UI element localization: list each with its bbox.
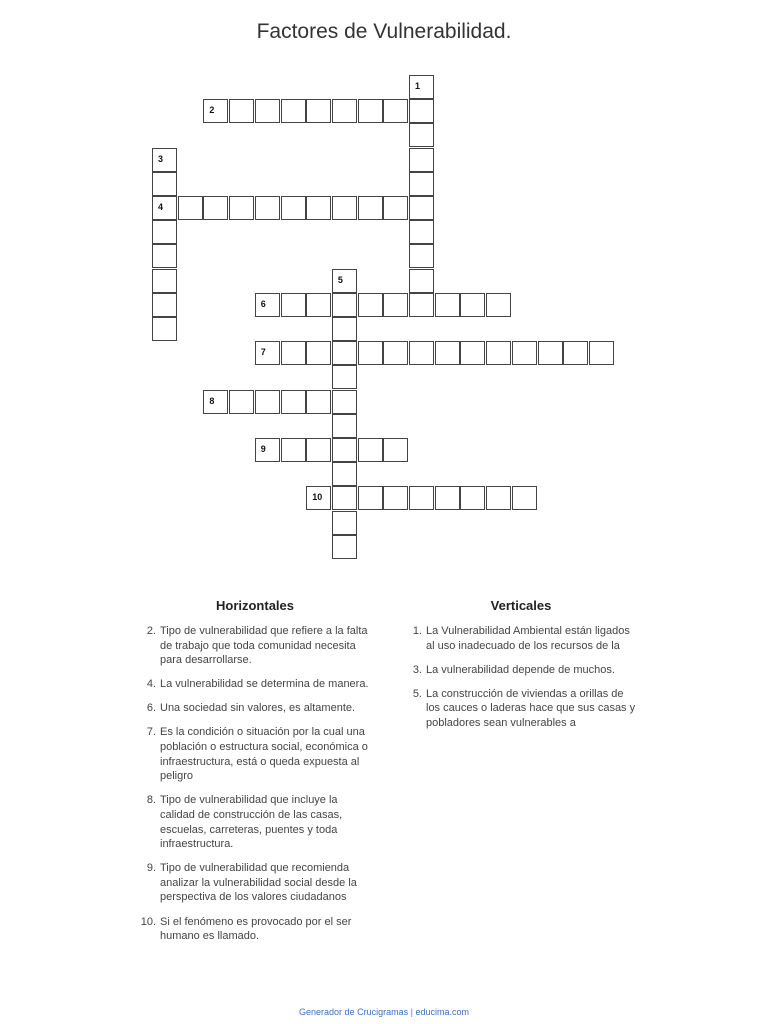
clue-number: 9 bbox=[260, 444, 266, 454]
crossword-cell[interactable] bbox=[383, 99, 408, 123]
crossword-cell[interactable] bbox=[486, 293, 511, 317]
crossword-cell[interactable] bbox=[332, 341, 357, 365]
crossword-cell[interactable] bbox=[358, 196, 383, 220]
down-clues bbox=[406, 624, 636, 740]
crossword-cell[interactable] bbox=[409, 123, 434, 147]
clue-number: 1 bbox=[415, 81, 421, 91]
crossword-cell[interactable] bbox=[178, 196, 203, 220]
crossword-cell[interactable] bbox=[332, 535, 357, 559]
across-heading: Horizontales bbox=[215, 598, 294, 613]
footer bbox=[0, 1007, 768, 1017]
site-link[interactable]: educima.com bbox=[415, 1007, 469, 1017]
crossword-cell[interactable] bbox=[332, 269, 357, 293]
crossword-cell[interactable] bbox=[409, 293, 434, 317]
clue-down-5: 5. La construcción de viviendas a orillas de los cauces o laderas hace que sus casas y pobladores sean vulnerables a bbox=[412, 687, 636, 729]
crossword-cell[interactable] bbox=[589, 341, 614, 365]
crossword-cell[interactable] bbox=[358, 341, 383, 365]
crossword-cell[interactable] bbox=[255, 196, 280, 220]
crossword-cell[interactable] bbox=[435, 486, 460, 510]
crossword-cell[interactable] bbox=[332, 414, 357, 438]
crossword-cell[interactable] bbox=[486, 486, 511, 510]
clue-down-3: 3. La vulnerabilidad depende de muchos. bbox=[412, 663, 615, 676]
crossword-cell[interactable] bbox=[383, 341, 408, 365]
clue-number: 2 bbox=[209, 105, 215, 116]
crossword-cell[interactable] bbox=[512, 486, 537, 510]
crossword-cell[interactable] bbox=[255, 99, 280, 123]
crossword-cell[interactable] bbox=[460, 486, 485, 510]
page-title: Factores de Vulnerabilidad. bbox=[256, 20, 512, 43]
crossword-cell[interactable] bbox=[383, 196, 408, 220]
crossword-cell[interactable] bbox=[409, 172, 434, 196]
crossword-cell[interactable] bbox=[281, 99, 306, 123]
crossword-cell[interactable] bbox=[152, 293, 177, 317]
crossword-cell[interactable] bbox=[383, 438, 408, 462]
crossword-cell[interactable] bbox=[332, 317, 357, 341]
across-clues bbox=[140, 624, 370, 953]
crossword-cell[interactable] bbox=[332, 99, 357, 123]
crossword-cell[interactable] bbox=[152, 244, 177, 268]
crossword-cell[interactable] bbox=[306, 438, 331, 462]
crossword-cell[interactable] bbox=[409, 486, 434, 510]
crossword-cell[interactable] bbox=[152, 220, 177, 244]
crossword-cell[interactable] bbox=[383, 293, 408, 317]
footer-separator: | bbox=[408, 1007, 416, 1017]
crossword-cell[interactable] bbox=[383, 486, 408, 510]
clue-across-7: 7. Es la condición o situación por la cual una población o estructura social, económica o infraestructura, está o queda expuesta al peligro bbox=[146, 726, 368, 783]
crossword-cell[interactable] bbox=[255, 438, 280, 462]
crossword-cell[interactable] bbox=[460, 293, 485, 317]
crossword-cell[interactable] bbox=[255, 293, 280, 317]
clue-across-2: 2. Tipo de vulnerabilidad que refiere a la falta de trabajo que toda comunidad necesita para desarrollarse. bbox=[146, 625, 368, 667]
crossword-cell[interactable] bbox=[203, 390, 228, 414]
crossword-cell[interactable] bbox=[332, 196, 357, 220]
clue-across-9: 9. Tipo de vulnerabilidad que recomienda analizar la vulnerabilidad social desde la perspectiva de los valores ciudadanos bbox=[146, 862, 357, 904]
crossword-cell[interactable] bbox=[563, 341, 588, 365]
clue-down-1: 1. La Vulnerabilidad Ambiental están ligados al uso inadecuado de los recursos de la bbox=[412, 625, 630, 652]
crossword-cell[interactable] bbox=[358, 99, 383, 123]
crossword-cell[interactable] bbox=[332, 462, 357, 486]
clue-across-6: 6. Una sociedad sin valores, es altamente. bbox=[146, 702, 356, 715]
crossword-cell[interactable] bbox=[281, 293, 306, 317]
crossword-cell[interactable] bbox=[281, 196, 306, 220]
clue-number: 10 bbox=[312, 492, 323, 503]
crossword-cell[interactable] bbox=[486, 341, 511, 365]
crossword-cell[interactable] bbox=[255, 390, 280, 414]
crossword-cell[interactable] bbox=[229, 390, 254, 414]
crossword-cell[interactable] bbox=[435, 341, 460, 365]
generator-link[interactable]: Generador de Crucigramas bbox=[299, 1007, 409, 1017]
crossword-cell[interactable] bbox=[203, 196, 228, 220]
crossword-cell[interactable] bbox=[281, 390, 306, 414]
crossword-cell[interactable] bbox=[332, 438, 357, 462]
crossword-cell[interactable] bbox=[409, 269, 434, 293]
crossword-cell[interactable] bbox=[332, 511, 357, 535]
clue-number: 8 bbox=[209, 395, 215, 406]
crossword-cell[interactable] bbox=[152, 196, 177, 220]
clue-across-8: 8. Tipo de vulnerabilidad que incluye la calidad de construcción de las casas, escuelas, carreteras, puentes y toda infraestructura. bbox=[146, 794, 343, 851]
crossword-cell[interactable] bbox=[435, 293, 460, 317]
clue-across-10: 10. Si el fenómeno es provocado por el ser humano es llamado. bbox=[140, 915, 352, 943]
crossword-cell[interactable] bbox=[255, 341, 280, 365]
crossword-cell[interactable] bbox=[229, 99, 254, 123]
crossword-cell[interactable] bbox=[306, 293, 331, 317]
clue-number: 3 bbox=[158, 153, 164, 164]
crossword-cell[interactable] bbox=[306, 196, 331, 220]
crossword-cell[interactable] bbox=[409, 220, 434, 244]
crossword-cell[interactable] bbox=[409, 148, 434, 172]
crossword-cell[interactable] bbox=[332, 486, 357, 510]
crossword-cell[interactable] bbox=[409, 341, 434, 365]
crossword-cell[interactable] bbox=[409, 244, 434, 268]
crossword-cell[interactable] bbox=[358, 486, 383, 510]
crossword-cell[interactable] bbox=[332, 293, 357, 317]
crossword-cell[interactable] bbox=[409, 75, 434, 99]
down-heading: Verticales bbox=[490, 598, 552, 613]
crossword-cell[interactable] bbox=[152, 172, 177, 196]
crossword-cell[interactable] bbox=[306, 486, 331, 510]
crossword-cell[interactable] bbox=[332, 365, 357, 389]
clue-number: 6 bbox=[260, 298, 266, 309]
crossword-cell[interactable] bbox=[306, 99, 331, 123]
crossword-cell[interactable] bbox=[332, 390, 357, 414]
crossword-cell[interactable] bbox=[358, 293, 383, 317]
crossword-cell[interactable] bbox=[152, 148, 177, 172]
crossword-cell[interactable] bbox=[409, 99, 434, 123]
crossword-cell[interactable] bbox=[281, 438, 306, 462]
clue-number: 7 bbox=[260, 347, 266, 358]
crossword-cell[interactable] bbox=[306, 341, 331, 365]
crossword-cell[interactable] bbox=[460, 341, 485, 365]
crossword-cell[interactable] bbox=[229, 196, 254, 220]
clue-across-4: 4. La vulnerabilidad se determina de manera. bbox=[146, 678, 369, 691]
crossword-cell[interactable] bbox=[306, 390, 331, 414]
crossword-cell[interactable] bbox=[152, 317, 177, 341]
crossword-cell[interactable] bbox=[203, 99, 228, 123]
crossword-cell[interactable] bbox=[409, 196, 434, 220]
crossword-cell[interactable] bbox=[538, 341, 563, 365]
clue-number: 5 bbox=[337, 274, 343, 285]
crossword-cell[interactable] bbox=[512, 341, 537, 365]
crossword-cell[interactable] bbox=[358, 438, 383, 462]
crossword-cell[interactable] bbox=[281, 341, 306, 365]
clue-number: 4 bbox=[158, 202, 164, 212]
crossword-cell[interactable] bbox=[152, 269, 177, 293]
